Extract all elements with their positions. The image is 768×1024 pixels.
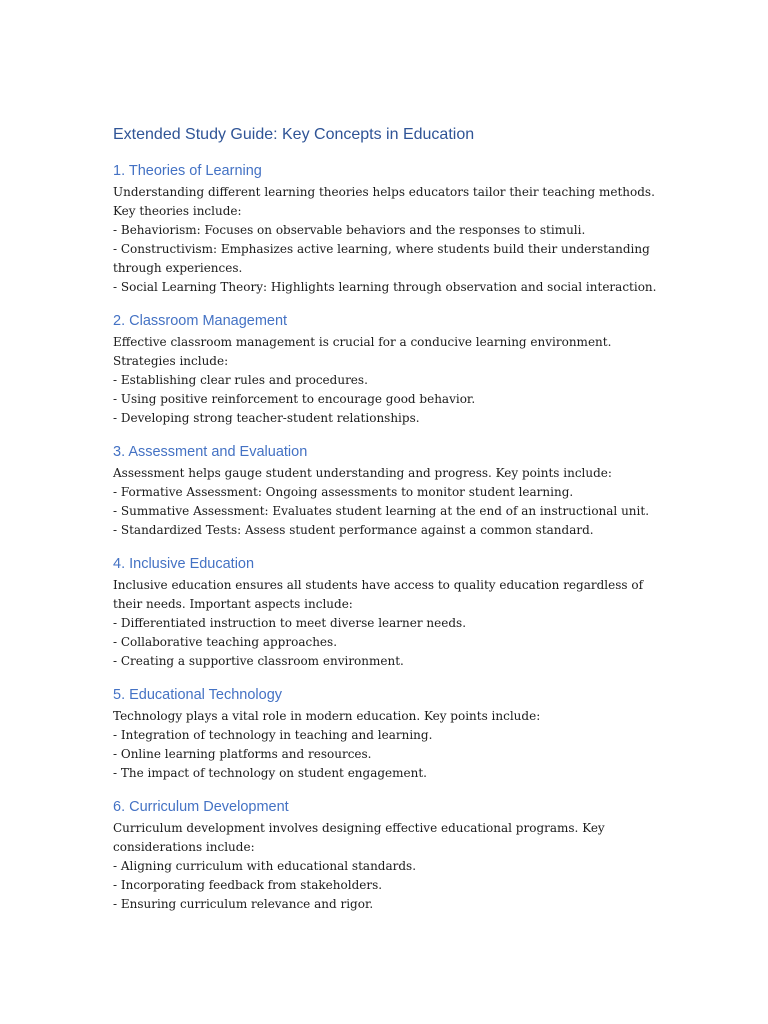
list-item: - Social Learning Theory: Highlights learning through observation and social interaction. xyxy=(113,280,657,294)
list-item: - The impact of technology on student engagement. xyxy=(113,766,427,780)
list-item: - Formative Assessment: Ongoing assessments to monitor student learning. xyxy=(113,485,574,499)
section-educational-technology xyxy=(113,685,658,783)
list-item: - Behaviorism: Focuses on observable behaviors and the responses to stimuli. xyxy=(113,223,586,237)
list-item: - Creating a supportive classroom environment. xyxy=(113,654,404,668)
section-classroom-management xyxy=(113,311,658,428)
list-item: - Constructivism: Emphasizes active learning, where students build their understanding through experiences. xyxy=(113,242,650,275)
section-heading: 5. Educational Technology xyxy=(113,687,283,703)
section-intro: Curriculum development involves designing effective educational programs. Key considerations include: xyxy=(113,821,605,854)
list-item: - Online learning platforms and resources. xyxy=(113,747,372,761)
document-page xyxy=(113,124,658,928)
section-heading: 4. Inclusive Education xyxy=(113,556,255,572)
section-heading: 1. Theories of Learning xyxy=(113,163,262,179)
list-item: - Using positive reinforcement to encourage good behavior. xyxy=(113,392,476,406)
section-heading: 3. Assessment and Evaluation xyxy=(113,444,308,460)
section-list xyxy=(113,614,658,671)
section-inclusive-education xyxy=(113,554,658,671)
list-item: - Differentiated instruction to meet diverse learner needs. xyxy=(113,616,467,630)
list-item: - Summative Assessment: Evaluates student learning at the end of an instructional unit. xyxy=(113,504,650,518)
section-curriculum-development xyxy=(113,797,658,914)
section-assessment-and-evaluation xyxy=(113,442,658,540)
section-intro: Effective classroom management is crucial for a conducive learning environment. Strategies include: xyxy=(113,335,612,368)
document-title: Extended Study Guide: Key Concepts in Education xyxy=(113,126,475,143)
section-list xyxy=(113,371,658,428)
section-list xyxy=(113,221,658,297)
list-item: - Collaborative teaching approaches. xyxy=(113,635,338,649)
section-theories-of-learning xyxy=(113,161,658,297)
section-heading: 2. Classroom Management xyxy=(113,313,288,329)
list-item: - Standardized Tests: Assess student performance against a common standard. xyxy=(113,523,594,537)
section-heading: 6. Curriculum Development xyxy=(113,799,289,815)
section-list xyxy=(113,483,658,540)
list-item: - Aligning curriculum with educational standards. xyxy=(113,859,417,873)
list-item: - Establishing clear rules and procedures. xyxy=(113,373,368,387)
section-intro: Technology plays a vital role in modern education. Key points include: xyxy=(113,709,541,723)
section-list xyxy=(113,857,658,914)
section-intro: Understanding different learning theories helps educators tailor their teaching methods. Key theories include: xyxy=(113,185,655,218)
list-item: - Incorporating feedback from stakeholders. xyxy=(113,878,383,892)
section-list xyxy=(113,726,658,783)
list-item: - Ensuring curriculum relevance and rigor. xyxy=(113,897,374,911)
list-item: - Developing strong teacher-student relationships. xyxy=(113,411,420,425)
list-item: - Integration of technology in teaching and learning. xyxy=(113,728,433,742)
section-intro: Assessment helps gauge student understanding and progress. Key points include: xyxy=(113,466,612,480)
section-intro: Inclusive education ensures all students have access to quality education regardless of their needs. Important aspects include: xyxy=(113,578,644,611)
